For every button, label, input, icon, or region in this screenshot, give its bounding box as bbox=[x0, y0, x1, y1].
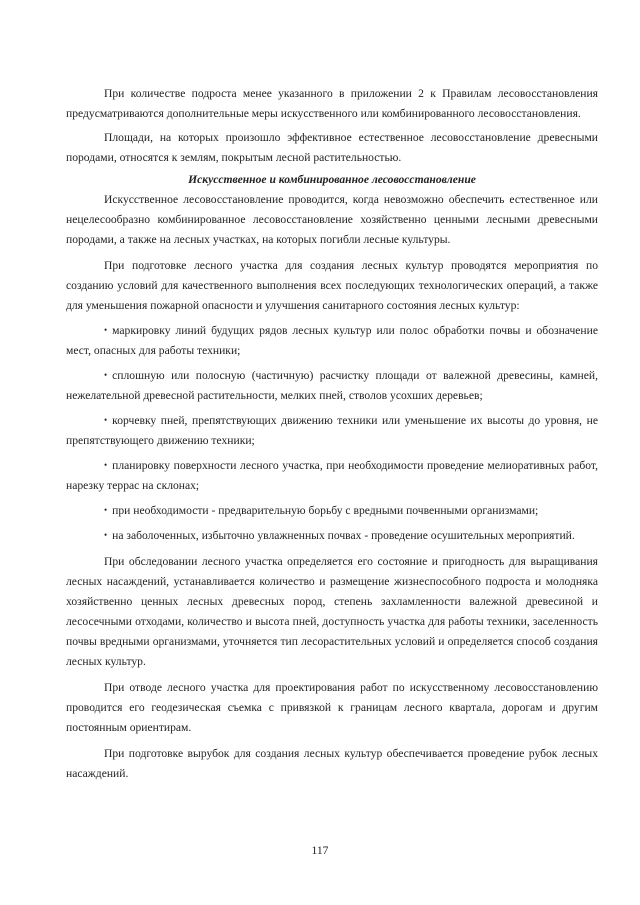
paragraph-natural-regeneration: Площади, на которых произошло эффективное естественное лесовосстановление древесными породами, относятся к землям, покрытым лесной растительностью. bbox=[66, 131, 598, 164]
paragraph-supplementary-measures: При количестве подроста менее указанного в приложении 2 к Правилам лесовосстановления предусматриваются дополнительные меры искусственного или комбинированного лесовосстановления. bbox=[66, 87, 598, 120]
list-item bbox=[66, 320, 598, 361]
list-item bbox=[66, 525, 598, 546]
list-item-text: планировку поверхности лесного участка, при необходимости проведение мелиоративных работ, нарезку террас на склонах; bbox=[66, 459, 598, 492]
bullet-icon: • bbox=[104, 460, 108, 470]
list-item-text: на заболоченных, избыточно увлажненных почвах - проведение осушительных мероприятий. bbox=[112, 529, 575, 542]
paragraph-clearing-preparation: При подготовке вырубок для создания лесных культур обеспечивается проведение рубок лесных насаждений. bbox=[66, 747, 598, 780]
list-item-text: при необходимости - предварительную борьбу с вредными почвенными организмами; bbox=[112, 504, 539, 517]
bullet-icon: • bbox=[104, 415, 108, 425]
list-item bbox=[66, 500, 598, 521]
list-item-text: маркировку линий будущих рядов лесных культур или полос обработки почвы и обозначение мест, опасных для работы техники; bbox=[66, 324, 598, 357]
list-item-text: корчевку пней, препятствующих движению техники или уменьшение их высоты до уровня, не препятствующего движению техники; bbox=[66, 414, 598, 447]
page-number: 117 bbox=[311, 844, 329, 857]
paragraph-site-allocation: При отводе лесного участка для проектирования работ по искусственному лесовосстановлению проводится его геодезическая съемка с привязкой к границам лесного квартала, дорогам и другим постоянным ориентирам. bbox=[66, 681, 598, 734]
list-item bbox=[66, 455, 598, 496]
paragraph-artificial-regeneration: Искусственное лесовосстановление проводится, когда невозможно обеспечить естественное или нецелесообразно комбинированное лесовосстановление хозяйственно ценными лесными древесными породами, а также на лесных участках, на которых погибли лесные культуры. bbox=[66, 193, 598, 246]
bullet-icon: • bbox=[104, 370, 108, 380]
paragraph-site-survey: При обследовании лесного участка определяется его состояние и пригодность для выращивания лесных насаждений, устанавливается количество и размещение жизнеспособного подроста и молодняка хозяйственно ценных лесных древесных пород, степень захламленности валежной древесиной и лесосечными отходами, количество и высота пней, доступность участка для работы техники, заселенность почвы вредными организмами, уточняется тип лесорастительных условий и определяется способ создания лесных культур. bbox=[66, 555, 598, 668]
list-item bbox=[66, 365, 598, 406]
paragraph-site-preparation: При подготовке лесного участка для создания лесных культур проводятся мероприятия по созданию условий для качественного выполнения всех последующих технологических операций, а также для уменьшения пожарной опасности и улучшения санитарного состояния лесных культур: bbox=[66, 259, 598, 312]
bullet-icon: • bbox=[104, 325, 108, 335]
bullet-icon: • bbox=[104, 505, 108, 515]
document-page bbox=[66, 84, 598, 784]
bullet-icon: • bbox=[104, 530, 108, 540]
list-item-text: сплошную или полосную (частичную) расчистку площади от валежной древесины, камней, нежелательной древесной растительности, мелких пней, стволов усохших деревьев; bbox=[66, 369, 598, 402]
list-item bbox=[66, 410, 598, 451]
section-title: Искусственное и комбинированное лесовосстановление bbox=[188, 173, 476, 186]
measures-list bbox=[66, 320, 598, 546]
